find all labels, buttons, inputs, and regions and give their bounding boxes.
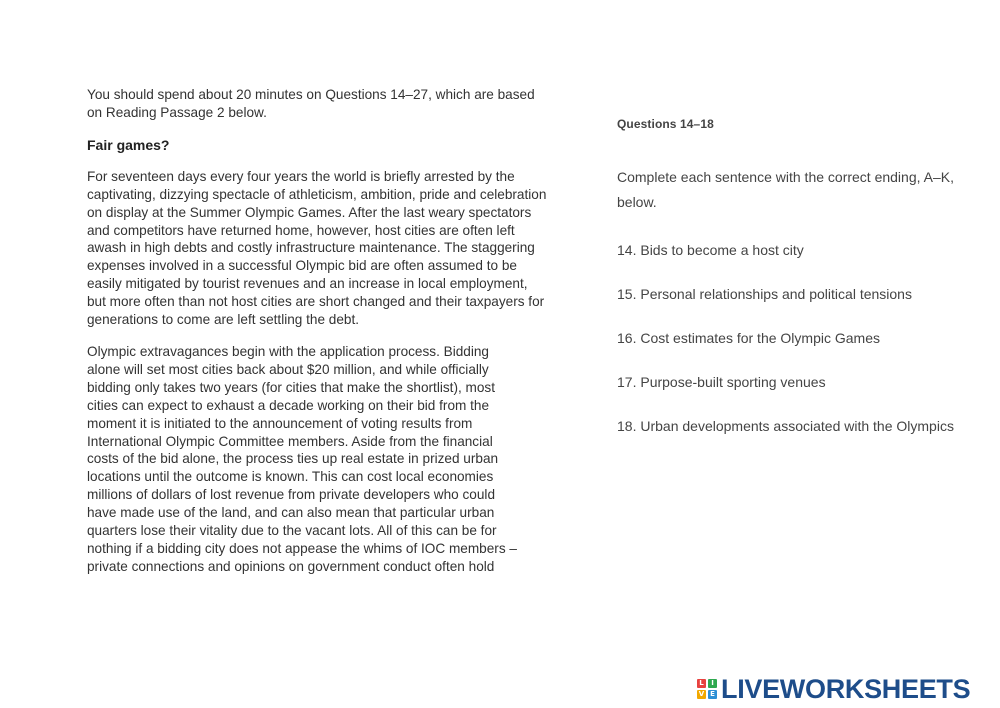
- paragraph-line: nothing if a bidding city does not appease the whims of IOC members –: [87, 540, 517, 556]
- paragraph-line: on display at the Summer Olympic Games. After the last weary spectators: [87, 204, 532, 220]
- questions-instruction: [617, 165, 954, 215]
- logo-blocks-icon: [697, 679, 717, 699]
- paragraph-line: Olympic extravagances begin with the application process. Bidding: [87, 343, 489, 359]
- logo-block: I: [708, 679, 717, 688]
- passage-title: Fair games?: [87, 136, 170, 153]
- paragraph-line: alone will set most cities back about $20 million, and while officially: [87, 361, 489, 377]
- logo-block: V: [698, 690, 705, 698]
- question-14: 14. Bids to become a host city: [617, 242, 804, 258]
- paragraph-line: costs of the bid alone, the process ties up real estate in prized urban: [87, 451, 499, 467]
- paragraph-line: millions of dollars of lost revenue from private developers who could: [87, 487, 496, 503]
- question-18: 18. Urban developments associated with the Olympics: [617, 418, 954, 434]
- paragraph-line: For seventeen days every four years the world is briefly arrested by the: [87, 168, 515, 184]
- paragraph-line: easily mitigated by tourist revenues and an increase in local employment,: [87, 276, 528, 292]
- logo-block: E: [708, 690, 717, 699]
- paragraph-line: and competitors have returned home, however, host cities are often left: [87, 222, 515, 238]
- paragraph-line: have made use of the land, and can also mean that particular urban: [87, 505, 495, 521]
- paragraph-line: cities can expect to exhaust a decade working on their bid from the: [87, 397, 489, 413]
- paragraph-2: [87, 343, 577, 576]
- paragraph-line: generations to come are left settling the debt.: [87, 312, 360, 328]
- paragraph-line: but more often than not host cities are short changed and their taxpayers for: [87, 294, 545, 310]
- paragraph-line: International Olympic Committee members. Aside from the financial: [87, 433, 493, 449]
- logo-block: L: [697, 679, 706, 688]
- question-15: 15. Personal relationships and political tensions: [617, 286, 912, 302]
- paragraph-line: quarters lose their vitality due to the vacant lots. All of this can be for: [87, 523, 497, 539]
- paragraph-line: bidding only takes two years (for cities that make the shortlist), most: [87, 379, 495, 395]
- question-16: 16. Cost estimates for the Olympic Games: [617, 330, 880, 346]
- paragraph-1: [87, 168, 577, 329]
- instruction-line-2: on Reading Passage 2 below.: [87, 104, 267, 120]
- instruction-line: Complete each sentence with the correct ending, A–K,: [617, 169, 954, 185]
- reading-passage: [87, 86, 577, 576]
- paragraph-line: private connections and opinions on government conduct often hold: [87, 558, 495, 574]
- instruction-line-1: You should spend about 20 minutes on Questions 14–27, which are based: [87, 87, 535, 102]
- paragraph-line: expenses involved in a successful Olympic bid are often assumed to be: [87, 258, 517, 274]
- paragraph-line: captivating, dizzying spectacle of athleticism, ambition, pride and celebration: [87, 186, 547, 202]
- questions-heading: Questions 14–18: [617, 117, 714, 131]
- paragraph-line: locations until the outcome is known. This can cost local economies: [87, 469, 494, 485]
- question-17: 17. Purpose-built sporting venues: [617, 374, 826, 390]
- liveworksheets-logo: [697, 674, 970, 704]
- logo-text: LIVEWORKSHEETS: [721, 673, 971, 704]
- instruction-line: below.: [617, 194, 657, 210]
- paragraph-line: moment it is initiated to the announcement of voting results from: [87, 415, 473, 431]
- paragraph-line: awash in high debts and costly infrastructure maintenance. The staggering: [87, 240, 535, 256]
